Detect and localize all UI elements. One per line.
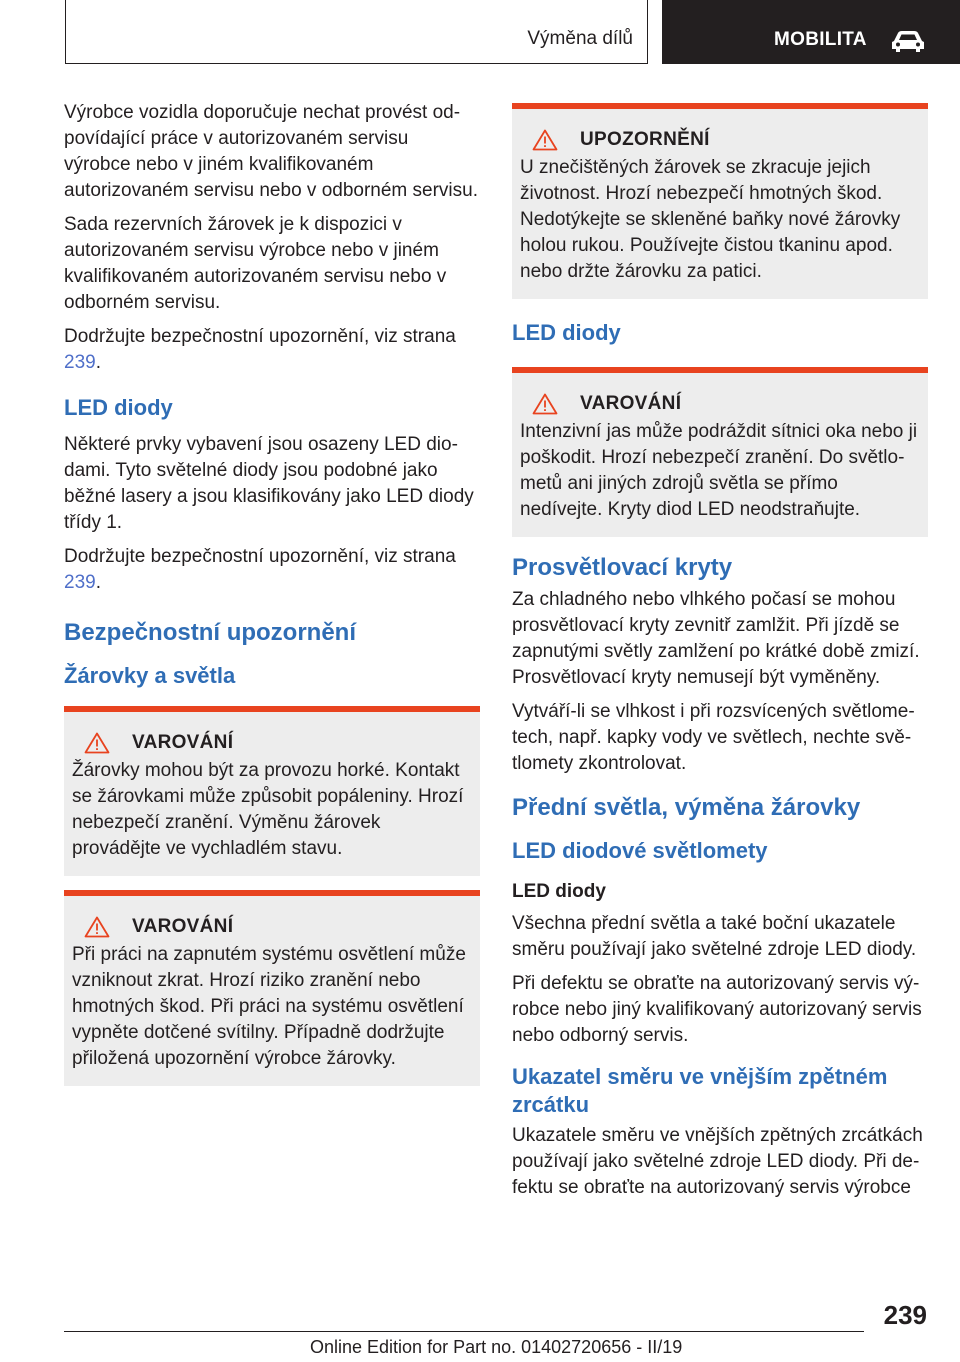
paragraph-safety-ref — [64, 324, 480, 376]
page-link[interactable]: 239 — [64, 572, 96, 593]
paragraph-covers-fog: Za chladného nebo vlhkého počasí se mohou prosvětlovací kryty zevnitř zamlžit. Při jízdě se zapnutými světly zamlžení po krátké době zmizí. Prosvětlovací kryty nemusejí být vyměněny. — [512, 589, 920, 688]
safety-ref-text: Dodržujte bezpečnostní upozornění, viz strana — [64, 326, 456, 347]
notice-box-dirty-bulbs — [512, 103, 928, 299]
paragraph-recommendation: Výrobce vozidla doporučuje nechat provést odpovídající práce v autorizovaném servisu výrobce nebo v jiném kvalifikovaném autorizovaném servisu nebo v odborném servisu. — [64, 102, 478, 201]
heading-led-diodes-right: LED diody — [512, 320, 621, 345]
warning-text: Intenzivní jas může podráždit sítnici oka nebo ji poškodit. Hrozí nebezpečí zranění. Do světlometů ani jiných zdrojů světla se přímo nedívejte. Kryty diod LED neodstraňujte. — [520, 421, 918, 520]
paragraph-led-info: Některé prvky vybavení jsou osazeny LED diodami. Tyto světelné diody jsou podobné jako běžné lasery a jsou klasifikovány jako LED diody třídy 1. — [64, 434, 474, 533]
warning-text: Při práci na zapnutém systému osvětlení může vzniknout zkrat. Hrozí riziko zranění nebo hmotných škod. Při práci na systému osvětlení vypněte dotčené svítilny. Případně dodržujte přiložená upozornění výrobce žárovky. — [72, 944, 466, 1069]
paragraph-safety-ref-2 — [64, 544, 480, 596]
paragraph-mirror-indicator: Ukazatele směru ve vnějších zpětných zrcátkách používají jako světelné zdroje LED diody. Při defektu se obraťte na autorizovaný servis výrobce — [512, 1125, 923, 1198]
header-section-box — [65, 0, 648, 64]
heading-led-headlights: LED diodové světlomety — [512, 838, 768, 863]
paragraph-covers-moisture: Vytváří-li se vlhkost i při rozsvícených světlometech, např. kapky vody ve světlech, nechte světlomety zkontrolovat. — [512, 701, 915, 774]
car-icon — [890, 28, 926, 54]
warning-box-hot-bulbs — [64, 706, 480, 876]
heading-bulbs-lights: Žárovky a světla — [64, 663, 236, 688]
warning-text: Žárovky mohou být za provozu horké. Kontakt se žárovkami může způsobit popáleniny. Hrozí nebezpečí zranění. Výměnu žárovek provádějte ve vychladlém stavu. — [72, 760, 464, 859]
header-chapter-title: MOBILITA — [774, 29, 867, 50]
heading-led-diodes-small: LED diody — [512, 881, 606, 902]
heading-led-diodes: LED diody — [64, 395, 173, 420]
page-number: 239 — [883, 1300, 927, 1330]
warning-triangle-icon — [532, 129, 558, 151]
paragraph-front-led: Všechna přední světla a také boční ukazatele směru používají jako světelné zdroje LED diody. — [512, 913, 917, 960]
warning-triangle-icon — [84, 732, 110, 754]
warning-box-intense-light — [512, 367, 928, 537]
left-column — [64, 100, 480, 1100]
page-link[interactable]: 239 — [64, 352, 96, 373]
warning-title: VAROVÁNÍ — [132, 916, 234, 937]
notice-title: UPOZORNĚNÍ — [580, 129, 710, 150]
warning-title: VAROVÁNÍ — [580, 393, 682, 414]
header-section-title: Výměna dílů — [527, 28, 633, 49]
warning-title: VAROVÁNÍ — [132, 732, 234, 753]
heading-mirror-indicator: Ukazatel směru ve vnějším zpětném zrcátku — [512, 1064, 888, 1117]
footer-divider — [64, 1331, 864, 1332]
heading-headlights-bulb-change: Přední světla, výměna žárovky — [512, 794, 861, 821]
safety-ref-text: Dodržujte bezpečnostní upozornění, viz strana — [64, 546, 456, 567]
warning-box-short-circuit — [64, 890, 480, 1086]
heading-light-covers: Prosvětlovací kryty — [512, 554, 733, 581]
heading-safety-notes: Bezpečnostní upozornění — [64, 619, 357, 646]
notice-text: U znečištěných žárovek se zkracuje jejich životnost. Hrozí nebezpečí hmotných škod. Nedotýkejte se skleněné baňky nové žárovky holou rukou. Používejte čistou tkaninu apod. nebo držte žárovku za patici. — [520, 157, 901, 282]
footer-edition: Online Edition for Part no. 01402720656 - II/19 — [310, 1337, 683, 1357]
sentence-end: . — [95, 352, 101, 373]
warning-triangle-icon — [532, 393, 558, 415]
paragraph-spare-bulbs: Sada rezervních žárovek je k dispozici v autorizovaném servisu výrobce nebo v jiném kvalifikovaném autorizovaném servisu nebo v odborném servisu. — [64, 214, 447, 313]
warning-triangle-icon — [84, 916, 110, 938]
sentence-end: . — [95, 572, 101, 593]
right-column — [512, 103, 928, 1209]
paragraph-front-defect: Při defektu se obraťte na autorizovaný servis výrobce nebo jiný kvalifikovaný autorizovaný servis nebo odborný servis. — [512, 973, 922, 1046]
header-chapter-box — [662, 0, 960, 64]
